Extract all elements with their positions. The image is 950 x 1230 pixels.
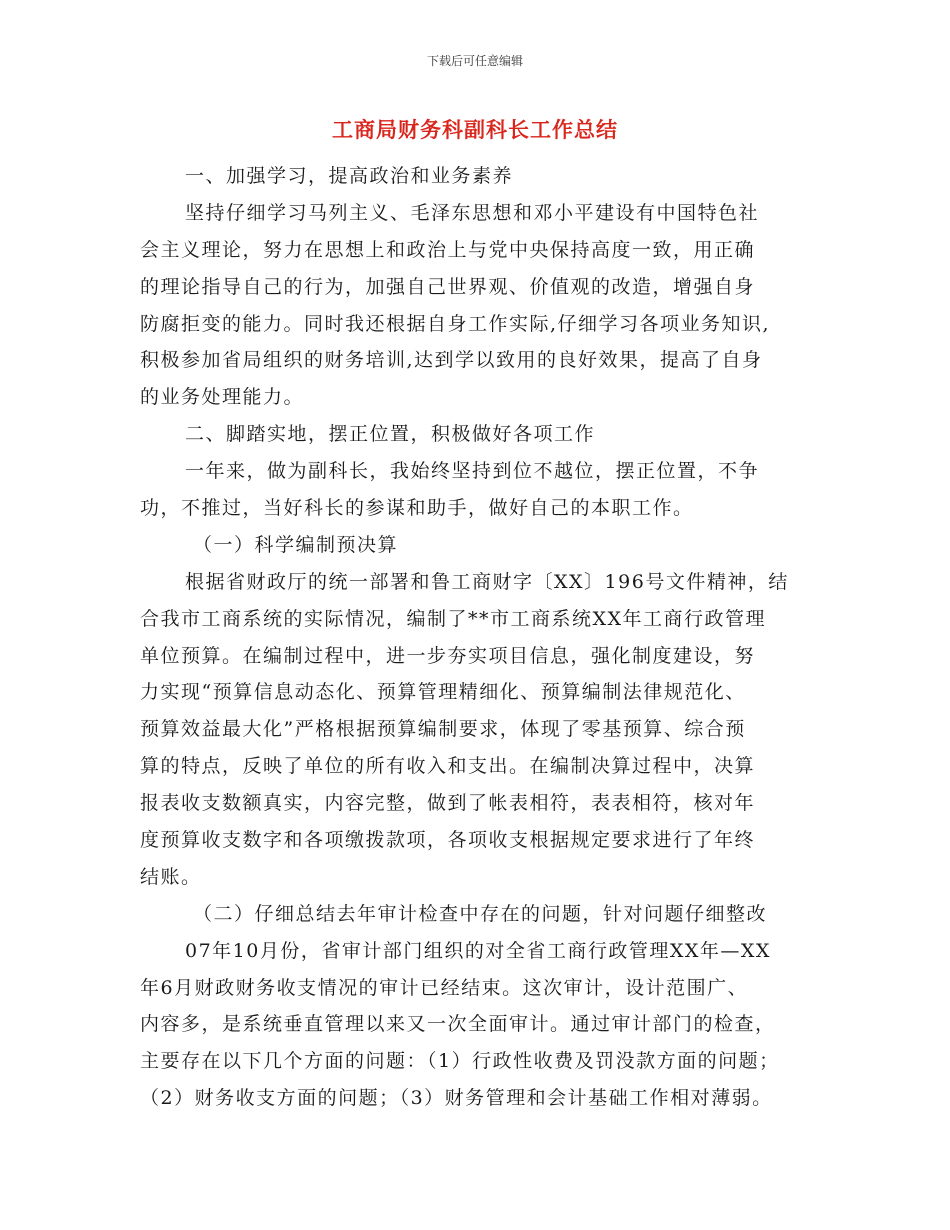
- section-heading: 二、脚踏实地，摆正位置，积极做好各项工作: [185, 423, 596, 446]
- paragraph-line: 坚持仔细学习马列主义、毛泽东思想和邓小平建设有中国特色社: [185, 201, 760, 224]
- paragraph-line: 结账。: [140, 865, 202, 888]
- paragraph-line: 主要存在以下几个方面的问题：（1）行政性收费及罚没款方面的问题；: [140, 1050, 780, 1073]
- paragraph-line: 报表收支数额真实，内容完整，做到了帐表相符，表表相符，核对年: [140, 792, 756, 815]
- paragraph-line: 功，不推过，当好科长的参谋和助手，做好自己的本职工作。: [140, 497, 694, 520]
- paragraph-line: 根据省财政厅的统一部署和鲁工商财字〔XX〕196号文件精神，结: [185, 570, 789, 593]
- document-title: 工商局财务科副科长工作总结: [332, 118, 618, 142]
- paragraph-line: 算的特点，反映了单位的所有收入和支出。在编制决算过程中，决算: [140, 755, 756, 778]
- paragraph-line: 会主义理论，努力在思想上和政治上与党中央保持高度一致，用正确: [140, 238, 756, 261]
- paragraph-line: 合我市工商系统的实际情况，编制了**市工商系统XX年工商行政管理: [140, 607, 767, 630]
- paragraph-line: 一年来，做为副科长，我始终坚持到位不越位，摆正位置，不争: [185, 460, 760, 483]
- document-body: [140, 158, 810, 1117]
- paragraph-line: 内容多，是系统垂直管理以来又一次全面审计。通过审计部门的检查，: [140, 1013, 776, 1036]
- header-note: 下载后可任意编辑: [426, 54, 523, 68]
- paragraph-line: 度预算收支数字和各项缴拨款项，各项收支根据规定要求进行了年终: [140, 829, 756, 852]
- paragraph-line: 防腐拒变的能力。同时我还根据自身工作实际,仔细学习各项业务知识,: [140, 312, 771, 335]
- section-heading: 一、加强学习，提高政治和业务素养: [185, 165, 514, 187]
- paragraph-line: 预算效益最大化”严格根据预算编制要求，体现了零基预算、综合预: [140, 718, 746, 741]
- paragraph-line: 单位预算。在编制过程中，进一步夯实项目信息，强化制度建设，努: [140, 644, 756, 667]
- paragraph-line: 积极参加省局组织的财务培训,达到学以致用的良好效果，提高了自身: [140, 349, 763, 372]
- paragraph-line: 的业务处理能力。: [140, 386, 305, 409]
- paragraph-line: 年6月财政财务收支情况的审计已经结束。这次审计，设计范围广、: [140, 976, 749, 999]
- subsection-heading: （二）仔细总结去年审计检查中存在的问题，针对问题仔细整改: [193, 902, 768, 925]
- paragraph-line: （2）财务收支方面的问题；（3）财务管理和会计基础工作相对薄弱。: [140, 1087, 773, 1110]
- paragraph-line: 力实现“预算信息动态化、预算管理精细化、预算编制法律规范化、: [140, 681, 746, 704]
- subsection-heading: （一）科学编制预决算: [193, 533, 399, 556]
- paragraph-line: 的理论指导自己的行为，加强自己世界观、价值观的改造，增强自身: [140, 275, 756, 298]
- paragraph-line: 07年10月份，省审计部门组织的对全省工商行政管理XX年—XX: [185, 939, 771, 962]
